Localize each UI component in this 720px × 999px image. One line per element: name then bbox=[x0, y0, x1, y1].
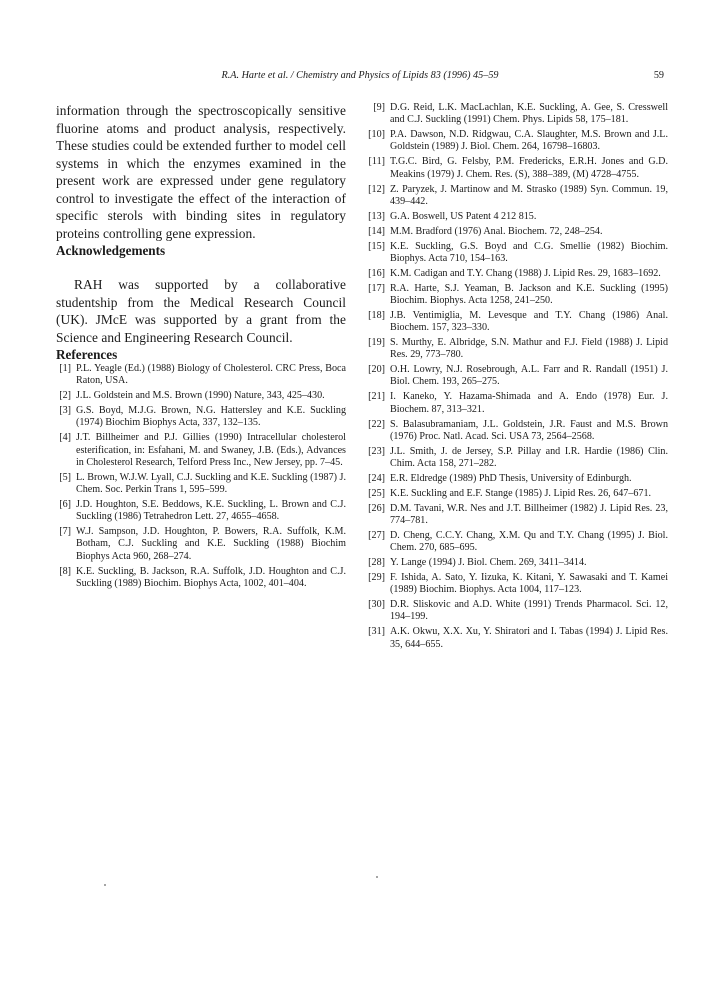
reference-list-left bbox=[56, 363, 346, 590]
reference-number: [25] bbox=[368, 487, 385, 499]
reference-item bbox=[370, 446, 668, 471]
reference-number: [22] bbox=[368, 418, 385, 430]
reference-number: [2] bbox=[59, 390, 71, 402]
reference-number: [5] bbox=[59, 471, 71, 483]
reference-text: Z. Paryzek, J. Martinow and M. Strasko (1989) Syn. Commun. 19, 439–442. bbox=[390, 183, 668, 207]
acknowledgements-heading: Acknowledgements bbox=[56, 243, 166, 258]
reference-item bbox=[56, 405, 346, 430]
reference-number: [28] bbox=[368, 557, 385, 569]
reference-item bbox=[370, 156, 668, 181]
reference-number: [31] bbox=[368, 626, 385, 638]
reference-text: D. Cheng, C.C.Y. Chang, X.M. Qu and T.Y. Chang (1995) J. Biol. Chem. 270, 685–695. bbox=[390, 529, 668, 554]
reference-item bbox=[370, 419, 668, 444]
reference-item bbox=[370, 572, 668, 597]
reference-text: I. Kaneko, Y. Hazama-Shimada and A. Endo (1978) Eur. J. Biochem. 87, 313–321. bbox=[390, 391, 668, 415]
reference-text: D.M. Tavani, W.R. Nes and J.T. Billheimer (1982) J. Lipid Res. 23, 774–781. bbox=[390, 502, 668, 526]
reference-text: A.K. Okwu, X.X. Xu, Y. Shiratori and I. Tabas (1994) J. Lipid Res. 35, 644–655. bbox=[390, 626, 668, 650]
reference-item bbox=[370, 102, 668, 127]
reference-item bbox=[370, 184, 668, 209]
reference-text: M.M. Bradford (1976) Anal. Biochem. 72, 248–254. bbox=[390, 225, 603, 237]
reference-number: [29] bbox=[368, 571, 385, 583]
right-column bbox=[370, 102, 668, 654]
reference-number: [12] bbox=[368, 183, 385, 195]
reference-text: K.E. Suckling, B. Jackson, R.A. Suffolk, J.D. Houghton and C.J. Suckling (1989) Biochim. Biophys Acta, 1002, 401–404. bbox=[76, 565, 346, 589]
scan-speck bbox=[376, 876, 378, 878]
reference-number: [4] bbox=[59, 432, 71, 444]
reference-text: J.B. Ventimiglia, M. Levesque and T.Y. Chang (1986) Anal. Biochem. 157, 323–330. bbox=[390, 309, 668, 334]
reference-number: [17] bbox=[368, 282, 385, 294]
reference-number: [11] bbox=[368, 156, 385, 168]
reference-text: P.L. Yeagle (Ed.) (1988) Biology of Cholesterol. CRC Press, Boca Raton, USA. bbox=[76, 363, 346, 387]
reference-number: [19] bbox=[368, 336, 385, 348]
reference-number: [13] bbox=[368, 210, 385, 222]
reference-text: J.D. Houghton, S.E. Beddows, K.E. Suckling, L. Brown and C.J. Suckling (1986) Tetrahedron Lett. 27, 4655–4658. bbox=[76, 498, 346, 523]
reference-item bbox=[370, 557, 668, 569]
reference-item bbox=[56, 526, 346, 563]
reference-number: [6] bbox=[59, 498, 71, 510]
reference-number: [26] bbox=[368, 502, 385, 514]
reference-text: T.G.C. Bird, G. Felsby, P.M. Fredericks, E.R.H. Jones and G.D. Meakins (1979) J. Chem. Res. (S), 388–389, (M) 4728–4755. bbox=[390, 156, 668, 180]
reference-item bbox=[56, 566, 346, 591]
reference-item bbox=[370, 268, 668, 280]
running-head-citation: R.A. Harte et al. / Chemistry and Physics of Lipids 83 (1996) 45–59 bbox=[221, 70, 499, 81]
reference-number: [3] bbox=[59, 405, 71, 417]
page-number: 59 bbox=[653, 70, 664, 81]
reference-item bbox=[370, 503, 668, 528]
reference-item bbox=[56, 363, 346, 388]
reference-item bbox=[56, 432, 346, 469]
acknowledgements-paragraph: RAH was supported by a collaborative studentship from the Medical Research Council (UK). JMcE was supported by a grant from the Science and Engineering Research Council. bbox=[56, 277, 346, 345]
reference-number: [23] bbox=[368, 445, 385, 457]
reference-text: P.A. Dawson, N.D. Ridgwau, C.A. Slaughter, M.S. Brown and J.L. Goldstein (1989) J. Biol. Chem. 264, 16798–16803. bbox=[390, 129, 668, 153]
reference-number: [21] bbox=[368, 391, 385, 403]
reference-text: R.A. Harte, S.J. Yeaman, B. Jackson and K.E. Suckling (1995) Biochim. Biophys. Acta 1258, 241–250. bbox=[390, 282, 668, 306]
reference-text: E.R. Eldredge (1989) PhD Thesis, University of Edinburgh. bbox=[390, 472, 632, 484]
reference-item bbox=[370, 391, 668, 416]
reference-number: [30] bbox=[368, 599, 385, 611]
reference-item bbox=[370, 211, 668, 223]
reference-number: [9] bbox=[373, 102, 385, 113]
reference-item bbox=[370, 129, 668, 154]
scan-speck bbox=[104, 884, 106, 886]
reference-text: K.E. Suckling and E.F. Stange (1985) J. Lipid Res. 26, 647–671. bbox=[390, 487, 652, 499]
reference-text: D.R. Sliskovic and A.D. White (1991) Trends Pharmacol. Sci. 12, 194–199. bbox=[390, 599, 668, 623]
reference-item bbox=[370, 473, 668, 485]
reference-text: K.E. Suckling, G.S. Boyd and C.G. Smellie (1982) Biochim. Biophys. Acta 710, 154–163. bbox=[390, 240, 668, 264]
reference-number: [18] bbox=[368, 309, 385, 321]
reference-item bbox=[370, 530, 668, 555]
reference-list-right bbox=[370, 102, 668, 651]
reference-number: [15] bbox=[368, 240, 385, 252]
reference-text: W.J. Sampson, J.D. Houghton, P. Bowers, R.A. Suffolk, K.M. Botham, C.J. Suckling and K.E. Suckling (1988) Biochim Biophys Acta 960, 268–274. bbox=[76, 526, 346, 562]
reference-item bbox=[370, 488, 668, 500]
reference-item bbox=[370, 226, 668, 238]
reference-text: J.L. Smith, J. de Jersey, S.P. Pillay and I.R. Hardie (1986) Clin. Chim. Acta 158, 271–282. bbox=[390, 445, 668, 470]
reference-item bbox=[370, 241, 668, 266]
reference-text: D.G. Reid, L.K. MacLachlan, K.E. Suckling, A. Gee, S. Cresswell and C.J. Suckling (1991) Chem. Phys. Lipids 58, 175–181. bbox=[390, 102, 668, 126]
reference-text: K.M. Cadigan and T.Y. Chang (1988) J. Lipid Res. 29, 1683–1692. bbox=[390, 267, 661, 279]
reference-item bbox=[370, 310, 668, 335]
reference-number: [10] bbox=[368, 129, 385, 141]
reference-text: F. Ishida, A. Sato, Y. Iizuka, K. Kitani, Y. Sawasaki and T. Kamei (1989) Biochim. Biophys. Acta 1004, 117–123. bbox=[390, 571, 668, 596]
reference-number: [7] bbox=[59, 526, 71, 538]
reference-text: J.T. Billheimer and P.J. Gillies (1990) Intracellular cholesterol esterification, in: Esfahani, M. and Swaney, J.B. (Eds.), Advances in Cholesterol Research, Telford Press Inc., New Jersey, pp. 7–45. bbox=[76, 432, 346, 468]
reference-text: G.S. Boyd, M.J.G. Brown, N.G. Hattersley and K.E. Suckling (1974) Biochim Biophys Acta, 337, 132–135. bbox=[76, 405, 346, 429]
reference-number: [14] bbox=[368, 225, 385, 237]
reference-text: O.H. Lowry, N.J. Rosebrough, A.L. Farr and R. Randall (1951) J. Biol. Chem. 193, 265–275. bbox=[390, 364, 668, 388]
running-head bbox=[0, 68, 720, 84]
reference-text: S. Balasubramaniam, J.L. Goldstein, J.R. Faust and M.S. Brown (1976) Proc. Natl. Acad. Sci. USA 73, 2564–2568. bbox=[390, 418, 668, 442]
body-paragraph: information through the spectroscopically sensitive fluorine atoms and product analysis, respectively. These studies could be extended further to model cell systems in which the enzymes examined in the present work are expressed under gene regulatory control to investigate the effect of the interaction of specific sterols with binding sites in regulatory proteins controlling gene expression. bbox=[56, 103, 346, 241]
reference-number: [8] bbox=[59, 565, 71, 577]
reference-item bbox=[370, 626, 668, 651]
reference-item bbox=[370, 337, 668, 362]
reference-item bbox=[370, 364, 668, 389]
reference-item bbox=[56, 472, 346, 497]
reference-number: [24] bbox=[368, 472, 385, 484]
references-heading: References bbox=[56, 347, 118, 362]
reference-number: [20] bbox=[368, 364, 385, 376]
reference-item bbox=[56, 390, 346, 402]
reference-item bbox=[370, 599, 668, 624]
left-column bbox=[56, 102, 346, 593]
reference-text: Y. Lange (1994) J. Biol. Chem. 269, 3411–3414. bbox=[390, 557, 587, 569]
reference-text: L. Brown, W.J.W. Lyall, C.J. Suckling and K.E. Suckling (1987) J. Chem. Soc. Perkin Trans 1, 595–599. bbox=[76, 471, 346, 496]
reference-text: J.L. Goldstein and M.S. Brown (1990) Nature, 343, 425–430. bbox=[76, 390, 325, 402]
reference-text: G.A. Boswell, US Patent 4 212 815. bbox=[390, 210, 537, 222]
reference-item bbox=[370, 283, 668, 308]
reference-number: [27] bbox=[368, 529, 385, 541]
reference-item bbox=[56, 499, 346, 524]
reference-number: [16] bbox=[368, 267, 385, 279]
reference-number: [1] bbox=[59, 363, 71, 374]
reference-text: S. Murthy, E. Albridge, S.N. Mathur and F.J. Field (1988) J. Lipid Res. 29, 773–780. bbox=[390, 336, 668, 361]
